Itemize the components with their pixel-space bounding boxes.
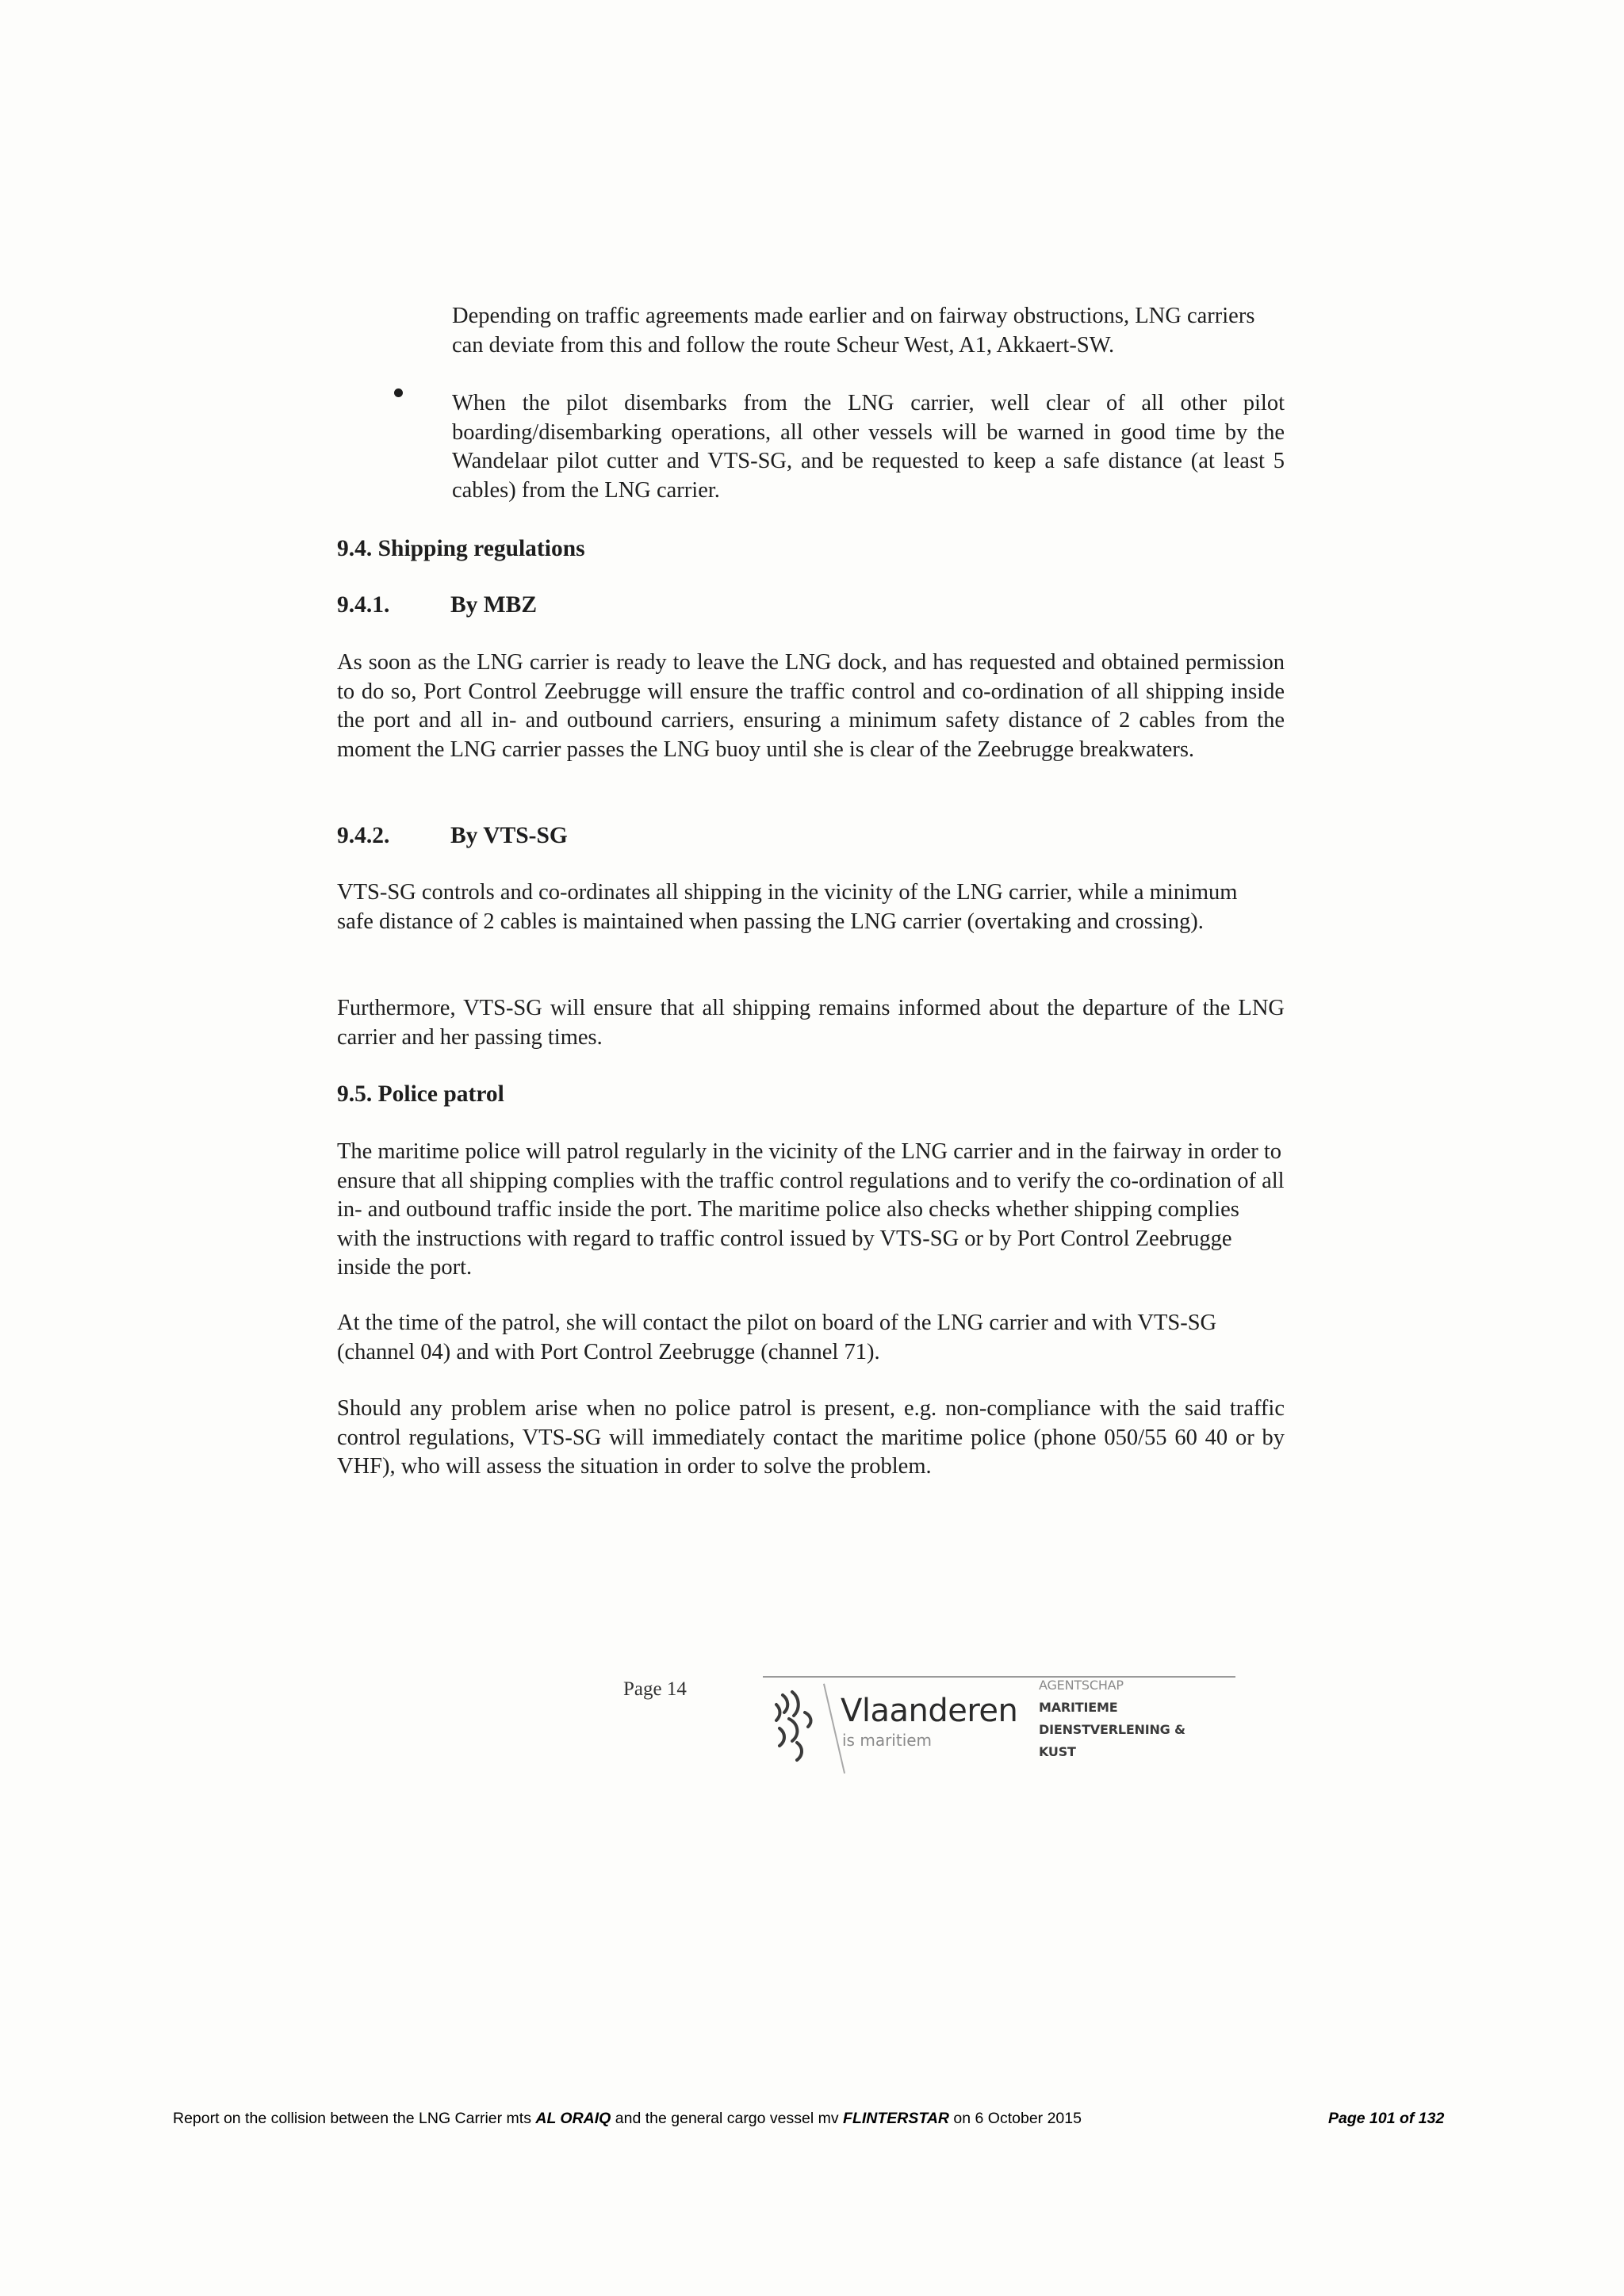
intro-paragraph: Depending on traffic agreements made earlier and on fairway obstructions, LNG carriers can deviate from this and follow the route Scheur West, A1, Akkaert-SW. <box>452 304 1255 358</box>
police-paragraph-3: Should any problem arise when no police patrol is present, e.g. non-compliance with the said traffic control regulations, VTS-SG will immediately contact the maritime police (phone 050/55 60 40 or by VHF), who will assess the situation in order to solve the problem. <box>337 1396 1285 1479</box>
subsection-title: By VTS-SG <box>450 823 568 848</box>
footer-middle: and the general cargo vessel mv <box>611 2110 844 2127</box>
logo-wordmark: Vlaanderen <box>841 1693 1018 1729</box>
section-heading-9-4: 9.4. Shipping regulations <box>337 536 585 561</box>
bullet-marker <box>394 388 403 397</box>
report-footer-title <box>173 2109 1082 2128</box>
logo-tagline: is maritiem <box>842 1731 933 1750</box>
vts-paragraph-1: VTS-SG controls and co-ordinates all shipping in the vicinity of the LNG carrier, while a minimum safe distance of 2 cables is maintained when passing the LNG carrier (overtaking and crossing). <box>337 880 1238 934</box>
subsection-number: 9.4.1. <box>337 592 390 618</box>
agency-line: AGENTSCHAP <box>1039 1678 1124 1693</box>
footer-prefix: Report on the collision between the LNG Carrier mts <box>173 2110 536 2127</box>
footer-suffix: on 6 October 2015 <box>949 2110 1082 2127</box>
agency-name <box>1039 1674 1185 1763</box>
agency-line: KUST <box>1039 1744 1076 1759</box>
footer-vessel-2: FLINTERSTAR <box>843 2110 949 2127</box>
report-page-number: Page 101 of 132 <box>1328 2110 1445 2127</box>
police-paragraph-2: At the time of the patrol, she will contact the pilot on board of the LNG carrier and with VTS-SG (channel 04) and with Port Control Zeebrugge (channel 71). <box>337 1311 1217 1364</box>
vts-paragraph-2: Furthermore, VTS-SG will ensure that all shipping remains informed about the departure of the LNG carrier and her passing times. <box>337 996 1285 1050</box>
agency-line: DIENSTVERLENING & <box>1039 1722 1185 1737</box>
subsection-number: 9.4.2. <box>337 823 390 848</box>
footer-vessel-1: AL ORAIQ <box>535 2110 611 2127</box>
mbz-paragraph: As soon as the LNG carrier is ready to leave the LNG dock, and has requested and obtained permission to do so, Port Control Zeebrugge will ensure the traffic control and co-ordination of all shipping inside the port and all in- and outbound carriers, ensuring a minimum safety distance of 2 cables from the moment the LNG carrier passes the LNG buoy until she is clear of the Zeebrugge breakwaters. <box>337 650 1285 762</box>
subsection-title: By MBZ <box>450 592 537 618</box>
section-heading-9-5: 9.5. Police patrol <box>337 1081 504 1107</box>
flemish-lion-icon <box>765 1689 827 1765</box>
inner-page-number: Page 14 <box>623 1678 687 1700</box>
police-paragraph-1: The maritime police will patrol regularly in the vicinity of the LNG carrier and in the fairway in order to ensure that all shipping complies with the traffic control regulations and to verify the co-ordination of all in- and outbound traffic inside the port. The maritime police also checks whether shipping complies with the instructions with regard to traffic control issued by VTS-SG or by Port Control Zeebrugge inside the port. <box>337 1139 1285 1280</box>
bullet-paragraph: When the pilot disembarks from the LNG carrier, well clear of all other pilot boarding/disembarking operations, all other vessels will be warned in good time by the Wandelaar pilot cutter and VTS-SG, and be requested to keep a safe distance (at least 5 cables) from the LNG carrier. <box>452 391 1285 503</box>
agency-line: MARITIEME <box>1039 1700 1118 1715</box>
